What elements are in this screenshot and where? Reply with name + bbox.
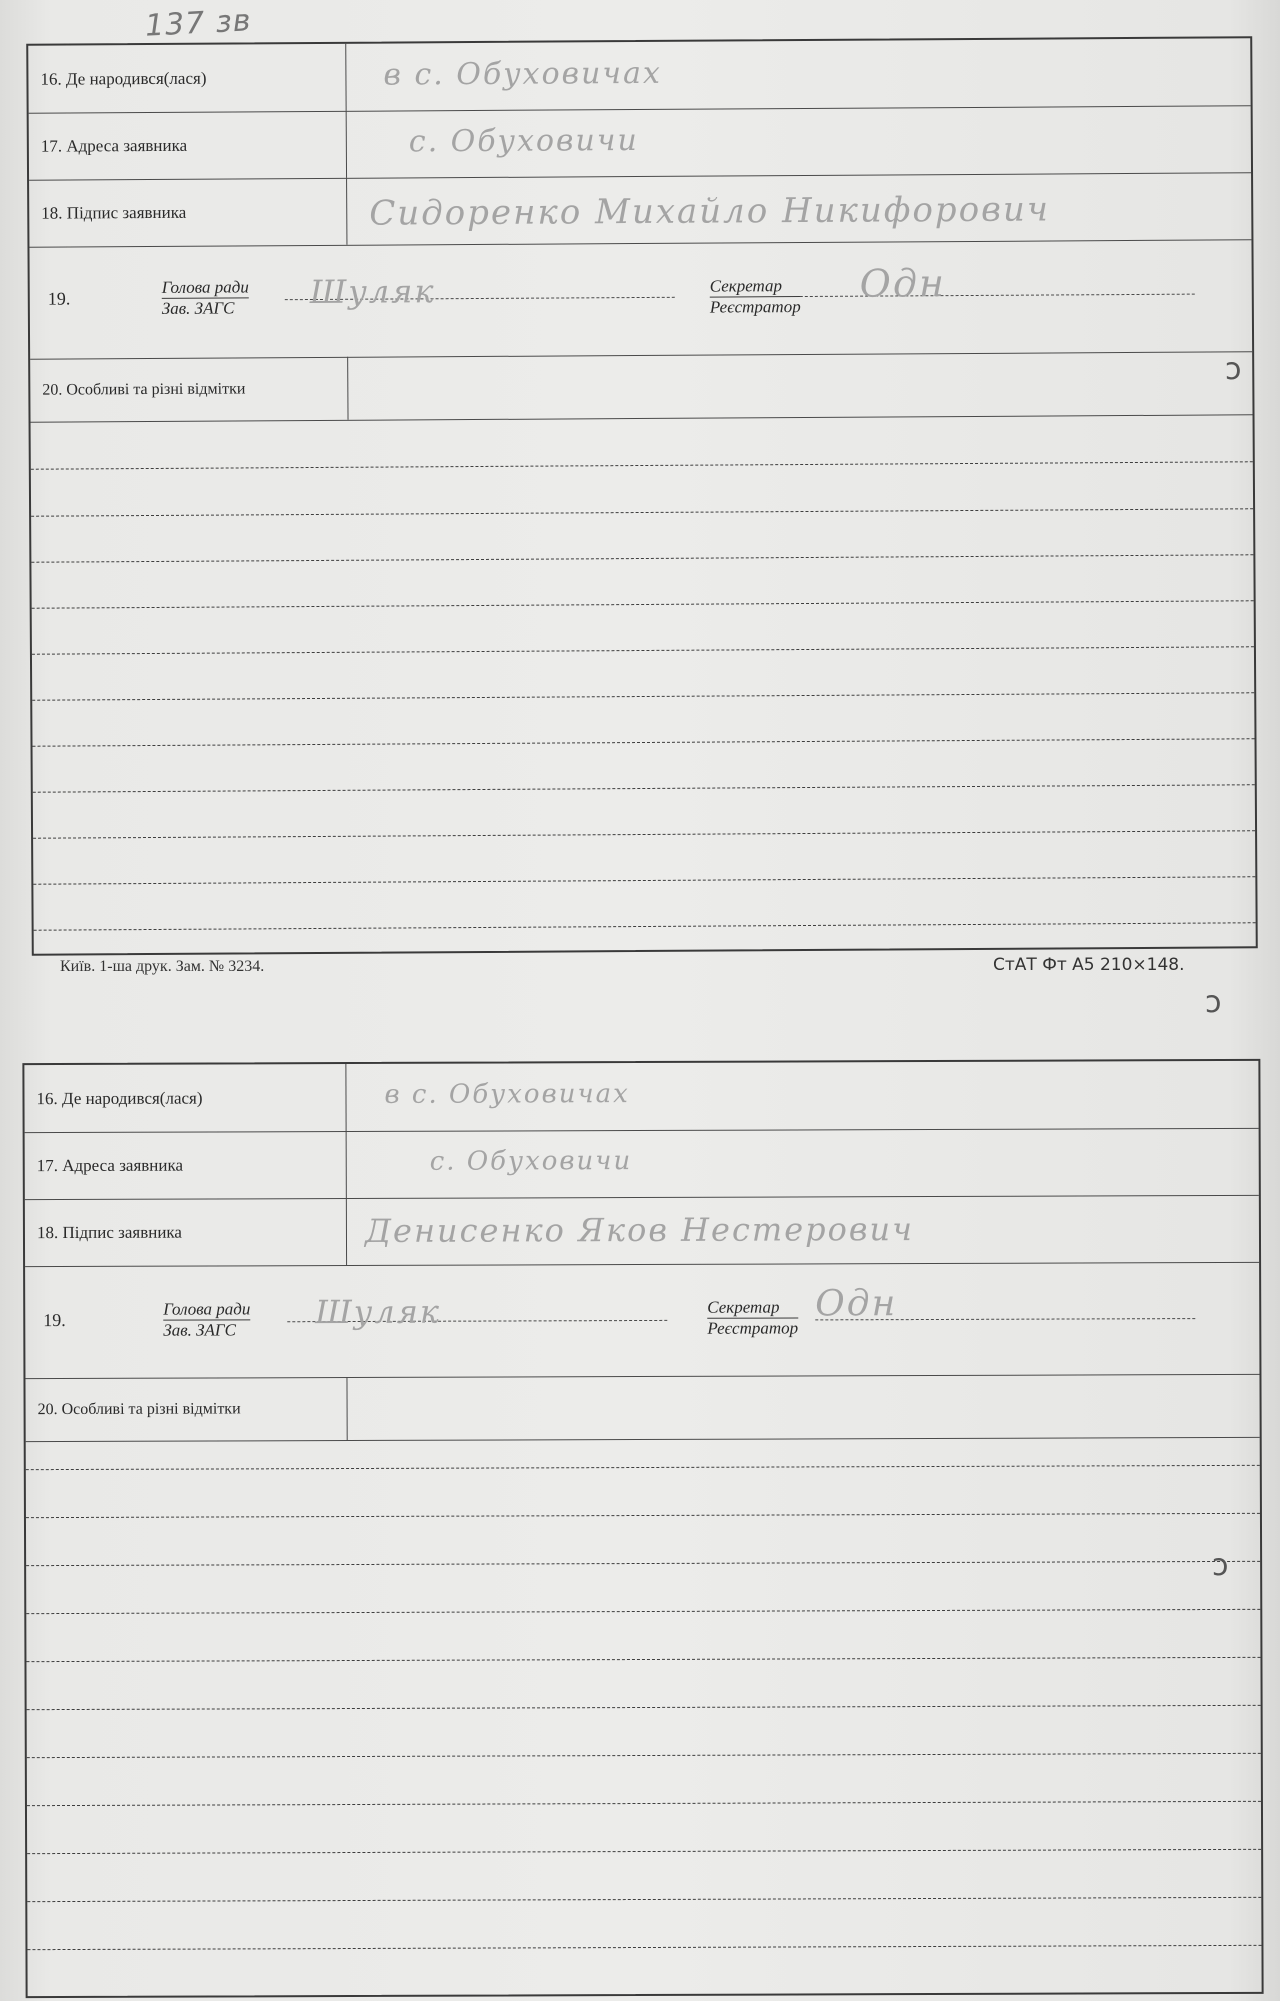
notes-rule xyxy=(31,508,1253,516)
staple-mark: ↄ xyxy=(1212,1548,1229,1583)
notes-rule xyxy=(31,554,1253,562)
row-address xyxy=(29,105,1251,180)
zags-label: Зав. ЗАГС xyxy=(161,298,235,318)
printer-imprint: Київ. 1-ша друк. Зам. № 3234. xyxy=(60,958,265,975)
notes-rule xyxy=(33,876,1255,884)
head-zags-labels xyxy=(163,1299,250,1340)
form-code: СтАТ Фт А5 210×148. xyxy=(993,955,1185,975)
staple-mark: ↄ xyxy=(1205,985,1222,1020)
row-officials xyxy=(29,239,1252,359)
notes-rule xyxy=(27,1801,1261,1806)
notes-rule xyxy=(26,1465,1260,1470)
notes-rule xyxy=(33,784,1255,792)
notes-rule xyxy=(26,1561,1260,1566)
row-notes xyxy=(25,1374,1259,1442)
row-applicant-signature xyxy=(25,1195,1259,1267)
applicant-signature-label: 18. Підпис заявника xyxy=(29,178,347,247)
registrar-label: Реєстратор xyxy=(709,297,801,317)
row-officials xyxy=(25,1262,1259,1379)
secretary-signature: Одн xyxy=(859,261,947,306)
secretary-registrar-labels xyxy=(707,1297,798,1338)
head-label: Голова ради xyxy=(163,1299,251,1319)
row-birthplace xyxy=(24,1061,1258,1133)
birthplace-value: в с. Обуховичах xyxy=(384,1079,630,1110)
address-label: 17. Адреса заявника xyxy=(29,111,347,180)
notes-rule xyxy=(27,1753,1261,1758)
notes-rule xyxy=(26,1609,1260,1614)
notes-rule xyxy=(31,461,1253,469)
row-address xyxy=(25,1128,1259,1200)
notes-label: 20. Особливі та різні відмітки xyxy=(25,1377,347,1441)
notes-rule xyxy=(32,600,1254,608)
registrar-label: Реєстратор xyxy=(707,1318,799,1338)
applicant-signature-label: 18. Підпис заявника xyxy=(25,1198,347,1266)
notes-rule xyxy=(32,692,1254,700)
birthplace-label: 16. Де народився(лася) xyxy=(28,44,346,113)
secretary-signature: Одн xyxy=(815,1283,898,1325)
address-label: 17. Адреса заявника xyxy=(25,1131,347,1199)
head-signature: Шуляк xyxy=(309,272,436,312)
notes-label: 20. Особливі та різні відмітки xyxy=(30,357,348,422)
secretary-label: Секретар xyxy=(707,1297,798,1318)
notes-rule xyxy=(27,1705,1261,1710)
notes-rule xyxy=(32,646,1254,654)
secretary-registrar-labels xyxy=(710,276,801,318)
head-label: Голова ради xyxy=(161,277,249,297)
row-notes xyxy=(30,351,1252,422)
notes-rule xyxy=(26,1657,1260,1662)
officials-number: 19. xyxy=(47,288,71,309)
notes-rule xyxy=(34,922,1256,930)
applicant-signature: Денисенко Яков Нестерович xyxy=(364,1210,915,1250)
record-form-2 xyxy=(22,1059,1263,1998)
row-applicant-signature xyxy=(29,172,1251,247)
officials-number: 19. xyxy=(43,1310,66,1331)
head-zags-labels xyxy=(162,277,249,319)
zags-label: Зав. ЗАГС xyxy=(163,1320,236,1340)
archive-folio-mark: 137 зв xyxy=(144,3,253,44)
staple-mark: ↄ xyxy=(1225,352,1242,387)
row-birthplace xyxy=(28,38,1250,113)
address-value: с. Обуховичи xyxy=(408,123,639,160)
notes-rule xyxy=(27,1849,1261,1854)
applicant-signature: Сидоренко Михайло Никифорович xyxy=(369,189,1051,234)
birthplace-label: 16. Де народився(лася) xyxy=(24,1064,346,1132)
notes-rule xyxy=(27,1945,1261,1950)
notes-rule xyxy=(33,738,1255,746)
record-form-1 xyxy=(26,36,1258,955)
notes-rule xyxy=(33,830,1255,838)
head-signature: Шуляк xyxy=(315,1292,442,1332)
notes-rule xyxy=(26,1513,1260,1518)
notes-rule xyxy=(27,1897,1261,1902)
birthplace-value: в с. Обуховичах xyxy=(383,55,662,93)
secretary-label: Секретар xyxy=(710,276,801,298)
address-value: с. Обуховичи xyxy=(429,1146,633,1177)
